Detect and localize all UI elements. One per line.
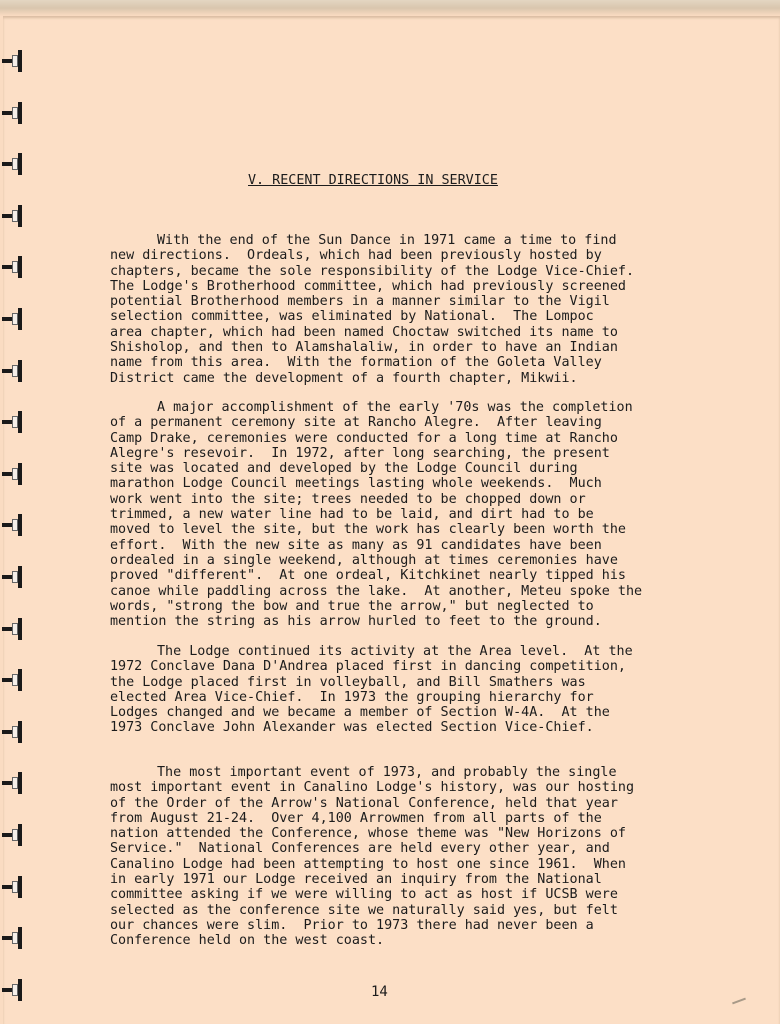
- binding-ring: [2, 308, 24, 330]
- text-line: chapters, became the sole responsibility of the Lodge Vice-Chief.: [110, 263, 635, 279]
- text-line: Shisholop, and then to Alamshalaliw, in order to have an Indian: [110, 340, 618, 356]
- binding-ring: [2, 566, 24, 588]
- page-number: 14: [371, 984, 388, 1000]
- binding-ring: [2, 153, 24, 175]
- text-line: canoe while paddling across the lake. At another, Meteu spoke the: [110, 583, 643, 599]
- text-line: potential Brotherhood members in a manner similar to the Vigil: [110, 294, 610, 310]
- text-line: in early 1971 our Lodge received an inquiry from the National: [110, 872, 602, 888]
- text-line: A major accomplishment of the early '70s was the completion: [157, 400, 633, 415]
- text-line: Service." National Conferences are held every other year, and: [110, 841, 610, 857]
- binding-ring: [2, 50, 24, 72]
- text-line: Conference held on the west coast.: [110, 933, 385, 949]
- text-line: Alegre's resevoir. In 1972, after long searching, the present: [110, 445, 610, 461]
- binding-ring: [2, 927, 24, 949]
- text-line: 1973 Conclave John Alexander was elected Section Vice-Chief.: [110, 720, 594, 736]
- binding-ring: [2, 618, 24, 640]
- text-line: our chances were slim. Prior to 1973 there had never been a: [110, 917, 594, 933]
- binding-ring: [2, 772, 24, 794]
- text-line: selection committee, was eliminated by National. The Lompoc: [110, 309, 594, 325]
- text-line: site was located and developed by the Lodge Council during: [110, 461, 578, 477]
- binding-ring: [2, 411, 24, 433]
- paragraph-area-level: [110, 644, 730, 736]
- text-line: marathon Lodge Council meetings lasting whole weekends. Much: [110, 476, 602, 492]
- text-line: Lodges changed and we became a member of Section W-4A. At the: [110, 705, 610, 721]
- binding-ring: [2, 102, 24, 124]
- section-heading: V. RECENT DIRECTIONS IN SERVICE: [248, 173, 498, 188]
- text-line: proved "different". At one ordeal, Kitchkinet nearly tipped his: [110, 568, 626, 584]
- text-line: most important event in Canalino Lodge's history, was our hosting: [110, 780, 635, 796]
- text-line: words, "strong the bow and true the arrow," but neglected to: [110, 598, 594, 614]
- text-line: of a permanent ceremony site at Rancho Alegre. After leaving: [110, 415, 602, 431]
- binding-ring: [2, 876, 24, 898]
- text-line: moved to level the site, but the work has clearly been worth the: [110, 522, 626, 538]
- binding-ring: [2, 721, 24, 743]
- text-line: effort. With the new site as many as 91 candidates have been: [110, 537, 602, 553]
- text-line: the Lodge placed first in volleyball, and Bill Smathers was: [110, 674, 586, 690]
- binding-ring: [2, 979, 24, 1001]
- paragraph-ceremony-site: [110, 400, 730, 629]
- text-line: from August 21-24. Over 4,100 Arrowmen from all parts of the: [110, 810, 602, 826]
- text-line: District came the development of a fourth chapter, Mikwii.: [110, 370, 578, 386]
- text-line: selected as the conference site we naturally said yes, but felt: [110, 902, 618, 918]
- text-line: area chapter, which had been named Choctaw switched its name to: [110, 324, 618, 340]
- binding-ring: [2, 669, 24, 691]
- text-line: The most important event of 1973, and probably the single: [157, 765, 617, 780]
- text-line: trimmed, a new water line had to be laid, and dirt had to be: [110, 507, 594, 523]
- text-line: name from this area. With the formation of the Goleta Valley: [110, 355, 602, 371]
- text-line: of the Order of the Arrow's National Conference, held that year: [110, 795, 618, 811]
- binding-ring: [2, 824, 24, 846]
- text-line: Camp Drake, ceremonies were conducted for a long time at Rancho: [110, 430, 618, 446]
- text-line: new directions. Ordeals, which had been previously hosted by: [110, 248, 602, 264]
- text-line: mention the string as his arrow hurled to feet to the ground.: [110, 614, 602, 630]
- binding-ring: [2, 256, 24, 278]
- binding-ring: [2, 360, 24, 382]
- text-line: nation attended the Conference, whose theme was "New Horizons of: [110, 826, 626, 842]
- text-line: work went into the site; trees needed to be chopped down or: [110, 491, 586, 507]
- binding-ring: [2, 463, 24, 485]
- text-line: ordealed in a single weekend, although at times ceremonies have: [110, 552, 618, 568]
- text-line: With the end of the Sun Dance in 1971 came a time to find: [157, 233, 617, 248]
- text-line: 1972 Conclave Dana D'Andrea placed first in dancing competition,: [110, 659, 626, 675]
- paragraph-national-conference: [110, 765, 730, 949]
- text-line: The Lodge continued its activity at the Area level. At the: [157, 644, 633, 659]
- text-line: Canalino Lodge had been attempting to host one since 1961. When: [110, 856, 626, 872]
- text-line: The Lodge's Brotherhood committee, which had previously screened: [110, 278, 626, 294]
- paragraph-sun-dance: [110, 233, 730, 386]
- text-line: committee asking if we were willing to act as host if UCSB were: [110, 887, 618, 903]
- text-line: elected Area Vice-Chief. In 1973 the grouping hierarchy for: [110, 689, 594, 705]
- spiral-binding: [0, 0, 30, 1024]
- binding-ring: [2, 205, 24, 227]
- binding-ring: [2, 514, 24, 536]
